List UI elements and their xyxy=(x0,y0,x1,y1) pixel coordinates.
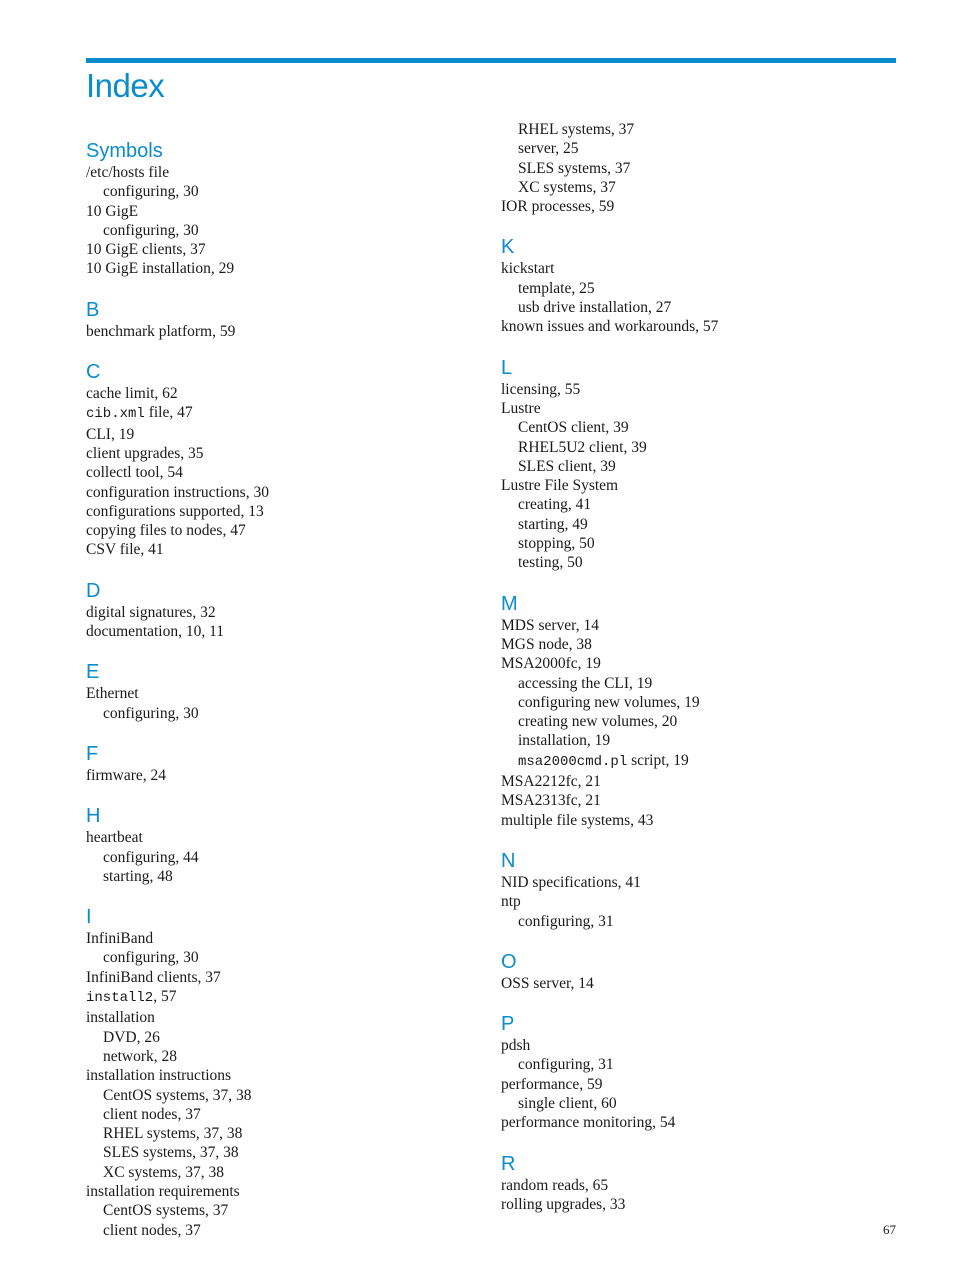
index-section xyxy=(86,579,486,642)
index-entry xyxy=(86,540,486,559)
entry-text: OSS server, 14 xyxy=(501,974,594,992)
index-subentry xyxy=(86,1163,486,1182)
entry-text: pdsh xyxy=(501,1037,531,1055)
entry-text: Ethernet xyxy=(86,685,139,703)
entry-text: RHEL5U2 client, 39 xyxy=(518,438,647,456)
index-subentry xyxy=(86,867,486,886)
entry-text: usb drive installation, 27 xyxy=(518,299,672,317)
index-subentry xyxy=(501,139,901,158)
index-subentry xyxy=(86,1028,486,1047)
index-subentry xyxy=(501,553,901,572)
section-heading: N xyxy=(501,849,516,872)
entry-text: digital signatures, 32 xyxy=(86,603,216,621)
index-entry xyxy=(501,873,901,892)
index-entry xyxy=(501,197,901,216)
index-entry xyxy=(501,974,901,993)
index-subentry xyxy=(501,912,901,931)
index-entry xyxy=(86,1066,486,1085)
entry-text: configurations supported, 13 xyxy=(86,502,264,520)
index-entry xyxy=(86,483,486,502)
entry-text: client upgrades, 35 xyxy=(86,444,204,462)
entry-text: MDS server, 14 xyxy=(501,616,599,634)
page-title: Index xyxy=(86,67,165,104)
index-subentry xyxy=(501,298,901,317)
index-section xyxy=(86,139,486,279)
entry-text: XC systems, 37, 38 xyxy=(103,1163,224,1181)
entry-text: NID specifications, 41 xyxy=(501,873,641,891)
entry-text: benchmark platform, 59 xyxy=(86,322,236,340)
entry-text: IOR processes, 59 xyxy=(501,198,615,216)
entry-text: CentOS systems, 37, 38 xyxy=(103,1086,252,1104)
section-heading: K xyxy=(501,236,515,259)
entry-text: configuring, 31 xyxy=(518,912,614,930)
entry-text: 10 GigE clients, 37 xyxy=(86,241,206,259)
index-subentry xyxy=(501,1094,901,1113)
index-entry xyxy=(86,929,486,948)
entry-text: RHEL systems, 37 xyxy=(518,121,635,138)
entry-text: cache limit, 62 xyxy=(86,385,178,403)
entry-text: performance, 59 xyxy=(501,1075,603,1093)
entry-text: SLES client, 39 xyxy=(518,457,616,475)
index-subentry xyxy=(501,731,901,750)
index-subentry xyxy=(86,704,486,723)
entry-text: InfiniBand clients, 37 xyxy=(86,968,221,986)
section-heading: L xyxy=(501,356,513,379)
index-entry xyxy=(501,1176,901,1195)
entry-text: heartbeat xyxy=(86,829,143,847)
entry-text: rolling upgrades, 33 xyxy=(501,1195,626,1213)
entry-text: configuring, 44 xyxy=(103,848,199,866)
entry-text: template, 25 xyxy=(518,279,595,297)
index-entry xyxy=(86,1008,486,1027)
index-entry xyxy=(86,766,486,785)
entry-text: MSA2313fc, 21 xyxy=(501,792,601,810)
index-entry xyxy=(501,616,901,635)
entry-text: known issues and workarounds, 57 xyxy=(501,318,719,336)
entry-text: documentation, 10, 11 xyxy=(86,623,225,641)
entry-text: accessing the CLI, 19 xyxy=(518,674,653,692)
index-subentry xyxy=(86,1105,486,1124)
index-entry xyxy=(501,1075,901,1094)
index-subentry xyxy=(86,1124,486,1143)
index-section xyxy=(501,849,901,931)
entry-text: configuring, 30 xyxy=(103,949,199,967)
entry-text: client nodes, 37 xyxy=(103,1221,201,1239)
entry-text: single client, 60 xyxy=(518,1094,617,1112)
entry-text: network, 28 xyxy=(103,1047,178,1065)
entry-text: multiple file systems, 43 xyxy=(501,811,654,829)
index-subentry xyxy=(86,1143,486,1162)
index-section xyxy=(501,1152,901,1215)
index-entry xyxy=(501,654,901,673)
index-column-left xyxy=(86,120,486,1240)
index-entry xyxy=(86,521,486,540)
entry-text: installation requirements xyxy=(86,1182,240,1200)
entry-text: MGS node, 38 xyxy=(501,635,592,653)
index-entry xyxy=(501,1113,901,1132)
entry-text: licensing, 55 xyxy=(501,380,581,398)
entry-text: kickstart xyxy=(501,260,555,278)
entry-text: XC systems, 37 xyxy=(518,178,616,196)
index-subentry xyxy=(501,712,901,731)
index-subentry xyxy=(501,515,901,534)
index-entry xyxy=(86,684,486,703)
section-heading: M xyxy=(501,592,518,615)
index-section xyxy=(86,905,486,1240)
index-entry xyxy=(501,892,901,911)
index-entry xyxy=(86,384,486,403)
index-entry xyxy=(501,317,901,336)
index-entry xyxy=(501,635,901,654)
page-number: 67 xyxy=(883,1222,896,1237)
entry-text: /etc/hosts file xyxy=(86,164,170,181)
index-entry xyxy=(501,772,901,791)
entry-text: installation xyxy=(86,1009,155,1027)
index-section xyxy=(86,660,486,723)
index-entry xyxy=(501,791,901,810)
entry-text: firmware, 24 xyxy=(86,766,167,784)
code-term: cib.xml xyxy=(86,406,145,423)
index-entry xyxy=(86,502,486,521)
entry-text: Lustre File System xyxy=(501,477,619,495)
entry-text: RHEL systems, 37, 38 xyxy=(103,1125,243,1143)
index-entry xyxy=(86,444,486,463)
entry-text: installation instructions xyxy=(86,1067,232,1085)
entry-text: CentOS systems, 37 xyxy=(103,1202,229,1220)
section-heading: C xyxy=(86,361,101,384)
index-entry xyxy=(86,987,486,1008)
index-entry xyxy=(501,399,901,418)
index-subentry xyxy=(501,457,901,476)
entry-text: 10 GigE installation, 29 xyxy=(86,260,235,278)
entry-text: collectl tool, 54 xyxy=(86,464,183,482)
index-section xyxy=(501,120,901,216)
entry-text: creating, 41 xyxy=(518,496,592,514)
index-entry xyxy=(501,811,901,830)
entry-text: CSV file, 41 xyxy=(86,541,164,559)
entry-text: script, 19 xyxy=(627,751,689,769)
section-heading: I xyxy=(86,906,92,929)
index-subentry xyxy=(86,182,486,201)
entry-text: server, 25 xyxy=(518,140,579,158)
section-heading: R xyxy=(501,1152,516,1175)
index-entry xyxy=(86,202,486,221)
section-heading: B xyxy=(86,298,100,321)
index-entry xyxy=(86,403,486,424)
entry-text: SLES systems, 37, 38 xyxy=(103,1144,239,1162)
entry-text: creating new volumes, 20 xyxy=(518,713,678,731)
code-term: msa2000cmd.pl xyxy=(518,753,628,770)
index-subentry xyxy=(501,279,901,298)
entry-text: configuring, 31 xyxy=(518,1056,614,1074)
index-subentry xyxy=(501,159,901,178)
entry-text: stopping, 50 xyxy=(518,535,595,553)
entry-text: MSA2212fc, 21 xyxy=(501,773,601,791)
index-subentry xyxy=(501,674,901,693)
section-heading: O xyxy=(501,950,517,973)
index-subentry xyxy=(86,1221,486,1240)
index-entry xyxy=(86,622,486,641)
index-entry xyxy=(86,259,486,278)
index-section xyxy=(86,804,486,886)
index-subentry xyxy=(501,693,901,712)
entry-text: configuring, 30 xyxy=(103,183,199,201)
index-section xyxy=(501,592,901,830)
index-section xyxy=(501,356,901,573)
entry-text: 10 GigE xyxy=(86,202,139,220)
entry-text: installation, 19 xyxy=(518,732,611,750)
index-section xyxy=(86,298,486,341)
entry-text: random reads, 65 xyxy=(501,1176,609,1194)
entry-text: ntp xyxy=(501,893,521,911)
index-entry xyxy=(501,476,901,495)
entry-text: InfiniBand xyxy=(86,930,154,948)
index-column-right xyxy=(501,120,901,1214)
index-section xyxy=(86,742,486,785)
index-entry xyxy=(86,163,486,182)
section-heading: E xyxy=(86,661,100,684)
index-subentry xyxy=(501,120,901,139)
index-subentry xyxy=(501,1055,901,1074)
index-section xyxy=(501,950,901,993)
entry-text: copying files to nodes, 47 xyxy=(86,522,246,540)
index-subentry xyxy=(86,1047,486,1066)
index-entry xyxy=(501,259,901,278)
index-subentry xyxy=(86,848,486,867)
section-heading: P xyxy=(501,1013,515,1036)
index-subentry xyxy=(86,1086,486,1105)
index-entry xyxy=(501,380,901,399)
index-subentry xyxy=(86,1201,486,1220)
index-entry xyxy=(86,425,486,444)
entry-text: configuring, 30 xyxy=(103,704,199,722)
entry-text: configuration instructions, 30 xyxy=(86,483,269,501)
entry-text: starting, 48 xyxy=(103,867,173,885)
index-subentry xyxy=(501,751,901,772)
code-term: install2 xyxy=(86,990,154,1007)
entry-text: starting, 49 xyxy=(518,515,588,533)
entry-text: client nodes, 37 xyxy=(103,1105,201,1123)
index-entry xyxy=(86,828,486,847)
entry-text: SLES systems, 37 xyxy=(518,159,631,177)
index-entry xyxy=(86,603,486,622)
top-rule xyxy=(86,58,896,63)
index-entry xyxy=(86,322,486,341)
index-entry xyxy=(86,1182,486,1201)
index-entry xyxy=(86,968,486,987)
section-heading: D xyxy=(86,579,101,602)
section-heading: H xyxy=(86,805,101,828)
index-subentry xyxy=(501,495,901,514)
index-entry xyxy=(501,1195,901,1214)
entry-text: CLI, 19 xyxy=(86,425,135,443)
index-entry xyxy=(501,1036,901,1055)
entry-text: performance monitoring, 54 xyxy=(501,1114,676,1132)
index-subentry xyxy=(86,948,486,967)
entry-text: DVD, 26 xyxy=(103,1028,160,1046)
index-entry xyxy=(86,240,486,259)
section-heading: F xyxy=(86,742,99,765)
entry-text: configuring, 30 xyxy=(103,221,199,239)
entry-text: testing, 50 xyxy=(518,554,583,572)
index-subentry xyxy=(501,438,901,457)
index-subentry xyxy=(501,178,901,197)
index-section xyxy=(501,235,901,336)
entry-text: , 57 xyxy=(153,988,177,1006)
index-entry xyxy=(86,463,486,482)
index-section xyxy=(501,1012,901,1132)
entry-text: CentOS client, 39 xyxy=(518,419,629,437)
index-section xyxy=(86,360,486,560)
index-subentry xyxy=(501,534,901,553)
entry-text: file, 47 xyxy=(144,404,193,422)
entry-text: MSA2000fc, 19 xyxy=(501,655,601,673)
entry-text: Lustre xyxy=(501,399,541,417)
index-subentry xyxy=(86,221,486,240)
section-heading: Symbols xyxy=(86,140,163,162)
entry-text: configuring new volumes, 19 xyxy=(518,693,700,711)
index-subentry xyxy=(501,418,901,437)
